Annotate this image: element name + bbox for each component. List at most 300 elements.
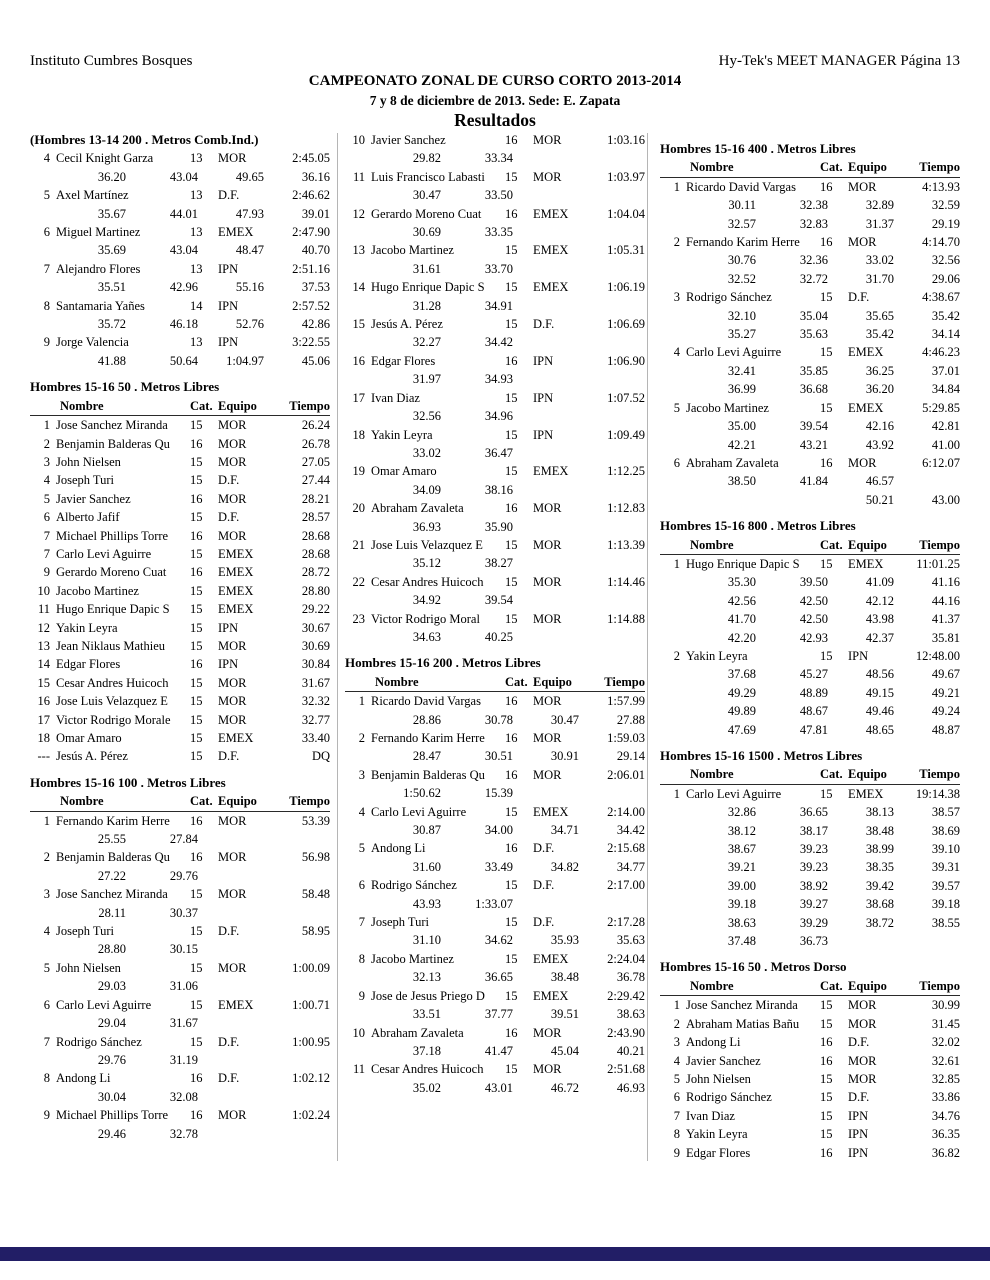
result-row bbox=[30, 490, 330, 508]
swimmer-name: Ivan Diaz bbox=[686, 1108, 735, 1123]
results-column-2 bbox=[345, 131, 645, 1097]
time-cell: 1:05.31 bbox=[607, 243, 645, 258]
time-cell: 28.68 bbox=[301, 546, 330, 561]
place-cell: 10 bbox=[352, 133, 365, 147]
splits-row bbox=[30, 867, 330, 885]
swimmer-name: Rodrigo Sánchez bbox=[371, 878, 457, 893]
split-value: 33.02 bbox=[865, 253, 894, 268]
splits-row bbox=[660, 196, 960, 214]
team-cell: MOR bbox=[218, 887, 247, 902]
split-value: 27.88 bbox=[616, 712, 645, 727]
split-value: 29.46 bbox=[97, 1126, 126, 1141]
team-cell: MOR bbox=[218, 151, 247, 166]
team-cell: MOR bbox=[533, 501, 562, 516]
result-row bbox=[660, 1033, 960, 1051]
splits-row bbox=[345, 223, 645, 241]
swimmer-name: Omar Amaro bbox=[56, 731, 122, 745]
split-value: 32.59 bbox=[931, 198, 960, 213]
category-cell: 16 bbox=[505, 133, 518, 147]
split-value bbox=[579, 223, 645, 241]
split-value bbox=[513, 333, 579, 351]
split-value: 30.37 bbox=[169, 905, 198, 920]
swimmer-name: Carlo Levi Aguirre bbox=[686, 345, 782, 360]
splits-row bbox=[660, 610, 960, 628]
team-cell: EMEX bbox=[218, 997, 254, 1012]
header-equipo: Equipo bbox=[848, 160, 887, 175]
event-section bbox=[30, 774, 330, 1143]
team-cell: MOR bbox=[848, 455, 877, 470]
splits-row bbox=[345, 784, 645, 802]
team-cell: MOR bbox=[848, 998, 877, 1013]
result-row bbox=[30, 1069, 330, 1087]
split-value: 15.39 bbox=[484, 786, 513, 801]
swimmer-name: Yakin Leyra bbox=[686, 1127, 748, 1142]
table-header-row bbox=[345, 673, 645, 692]
place-cell: 9 bbox=[673, 1145, 680, 1160]
team-cell: EMEX bbox=[218, 565, 254, 580]
team-cell: EMEX bbox=[533, 280, 569, 295]
event-title: (Hombres 13-14 200 . Metros Comb.Ind.) bbox=[30, 132, 259, 147]
split-value bbox=[579, 333, 645, 351]
splits-row bbox=[345, 821, 645, 839]
result-row bbox=[30, 186, 330, 204]
splits-row bbox=[345, 333, 645, 351]
split-value: 42.93 bbox=[799, 630, 828, 645]
place-cell: 15 bbox=[37, 675, 50, 690]
split-value: 35.00 bbox=[727, 419, 756, 434]
splits-row bbox=[30, 168, 330, 186]
place-cell: 22 bbox=[352, 574, 365, 589]
split-value bbox=[513, 591, 579, 609]
swimmer-name: Yakin Leyra bbox=[56, 620, 118, 635]
team-cell: D.F. bbox=[218, 510, 240, 525]
split-value: 34.93 bbox=[484, 372, 513, 387]
place-cell: 6 bbox=[358, 878, 365, 893]
split-value: 35.63 bbox=[799, 327, 828, 342]
swimmer-name: Hugo Enrique Dapic S bbox=[371, 280, 485, 295]
team-cell: IPN bbox=[218, 261, 239, 276]
split-value: 32.52 bbox=[727, 271, 756, 286]
time-cell: DQ bbox=[311, 749, 330, 764]
place-cell: 8 bbox=[358, 951, 365, 966]
split-value: 34.71 bbox=[550, 823, 579, 838]
team-cell: MOR bbox=[533, 767, 562, 782]
team-cell: D.F. bbox=[218, 1034, 240, 1049]
category-cell: 15 bbox=[190, 546, 203, 561]
team-cell: EMEX bbox=[218, 731, 254, 745]
split-value: 33.34 bbox=[484, 151, 513, 166]
split-value: 41.88 bbox=[97, 353, 126, 368]
header-cat: Cat. bbox=[820, 978, 843, 993]
category-cell: 15 bbox=[190, 583, 203, 598]
split-value: 32.86 bbox=[727, 805, 756, 820]
splits-row bbox=[30, 315, 330, 333]
split-value: 49.15 bbox=[865, 685, 894, 700]
time-cell: 28.80 bbox=[301, 583, 330, 598]
split-value: 37.18 bbox=[412, 1043, 441, 1058]
team-cell: D.F. bbox=[218, 1071, 240, 1086]
category-cell: 15 bbox=[505, 915, 518, 930]
result-row bbox=[345, 729, 645, 747]
swimmer-name: Michael Phillips Torre bbox=[56, 1108, 169, 1123]
event-section bbox=[660, 747, 960, 950]
place-cell: 19 bbox=[352, 464, 365, 479]
place-cell: 5 bbox=[43, 188, 50, 203]
time-cell: 1:06.69 bbox=[607, 317, 645, 332]
time-cell: 1:00.95 bbox=[292, 1034, 330, 1049]
splits-row bbox=[345, 149, 645, 167]
split-value: 39.21 bbox=[727, 860, 756, 875]
team-cell: MOR bbox=[533, 611, 562, 626]
time-cell: 2:06.01 bbox=[607, 767, 645, 782]
splits-row bbox=[345, 518, 645, 536]
category-cell: 13 bbox=[190, 188, 203, 203]
swimmer-name: Gerardo Moreno Cuat bbox=[371, 206, 482, 221]
split-value bbox=[513, 149, 579, 167]
swimmer-name: Jacobo Martinez bbox=[371, 951, 454, 966]
split-value: 33.50 bbox=[484, 188, 513, 203]
split-value: 30.76 bbox=[727, 253, 756, 268]
event-title: Hombres 15-16 1500 . Metros Libres bbox=[660, 748, 863, 763]
time-cell: 2:47.90 bbox=[292, 225, 330, 240]
split-value bbox=[264, 977, 330, 995]
split-value: 34.42 bbox=[484, 335, 513, 350]
team-cell: MOR bbox=[533, 1025, 562, 1040]
place-cell: 3 bbox=[43, 454, 50, 469]
place-cell: 17 bbox=[37, 712, 50, 727]
split-value bbox=[264, 1125, 330, 1143]
time-cell: 1:03.16 bbox=[607, 133, 645, 147]
swimmer-name: Jesús A. Pérez bbox=[371, 317, 443, 332]
time-cell: 58.95 bbox=[301, 924, 330, 939]
result-row bbox=[345, 1024, 645, 1042]
splits-row bbox=[660, 380, 960, 398]
time-cell: 4:46.23 bbox=[922, 345, 960, 360]
split-value: 32.08 bbox=[169, 1089, 198, 1104]
splits-row bbox=[30, 904, 330, 922]
category-cell: 15 bbox=[190, 675, 203, 690]
split-value: 35.65 bbox=[865, 308, 894, 323]
result-row bbox=[660, 1144, 960, 1162]
split-value: 33.51 bbox=[412, 1007, 441, 1022]
split-value: 32.56 bbox=[931, 253, 960, 268]
splits-row bbox=[660, 702, 960, 720]
category-cell: 13 bbox=[190, 261, 203, 276]
team-cell: D.F. bbox=[218, 924, 240, 939]
category-cell: 15 bbox=[190, 418, 203, 433]
team-cell: D.F. bbox=[533, 317, 555, 332]
splits-row bbox=[660, 629, 960, 647]
team-cell: D.F. bbox=[848, 1090, 870, 1105]
split-value: 38.16 bbox=[484, 482, 513, 497]
split-value: 35.69 bbox=[97, 243, 126, 258]
split-value: 49.65 bbox=[235, 169, 264, 184]
splits-row bbox=[345, 481, 645, 499]
swimmer-name: Carlo Levi Aguirre bbox=[56, 997, 152, 1012]
result-row bbox=[660, 1015, 960, 1033]
split-value bbox=[513, 895, 579, 913]
split-value: 36.73 bbox=[799, 934, 828, 949]
split-value: 38.50 bbox=[727, 474, 756, 489]
time-cell: 1:03.97 bbox=[607, 169, 645, 184]
split-value: 34.09 bbox=[412, 482, 441, 497]
split-value: 39.29 bbox=[799, 915, 828, 930]
team-cell: IPN bbox=[533, 427, 554, 442]
split-value: 42.16 bbox=[865, 419, 894, 434]
split-value: 38.27 bbox=[484, 556, 513, 571]
split-value bbox=[513, 260, 579, 278]
split-value: 33.70 bbox=[484, 261, 513, 276]
header-nombre: Nombre bbox=[690, 160, 734, 175]
category-cell: 15 bbox=[505, 611, 518, 626]
time-cell: 1:07.52 bbox=[607, 390, 645, 405]
result-row bbox=[30, 600, 330, 618]
splits-row bbox=[660, 436, 960, 454]
result-row bbox=[30, 260, 330, 278]
swimmer-name: Edgar Flores bbox=[371, 353, 436, 368]
category-cell: 15 bbox=[820, 1127, 833, 1142]
split-value: 39.27 bbox=[799, 897, 828, 912]
split-value bbox=[198, 830, 264, 848]
split-value: 45.06 bbox=[301, 353, 330, 368]
category-cell: 15 bbox=[190, 454, 203, 469]
swimmer-name: Abraham Zavaleta bbox=[371, 501, 464, 516]
result-row bbox=[660, 1052, 960, 1070]
category-cell: 15 bbox=[820, 556, 833, 571]
time-cell: 29.22 bbox=[301, 602, 330, 617]
result-row bbox=[660, 343, 960, 361]
split-value: 35.93 bbox=[550, 933, 579, 948]
split-value bbox=[264, 1014, 330, 1032]
split-value: 30.04 bbox=[97, 1089, 126, 1104]
result-row bbox=[345, 876, 645, 894]
split-value: 41.37 bbox=[931, 612, 960, 627]
swimmer-name: Javier Sanchez bbox=[686, 1053, 761, 1068]
split-value: 31.61 bbox=[412, 261, 441, 276]
category-cell: 15 bbox=[505, 390, 518, 405]
place-cell: 6 bbox=[673, 455, 680, 470]
split-value: 41.09 bbox=[865, 575, 894, 590]
event-title: Hombres 15-16 50 . Metros Dorso bbox=[660, 959, 847, 975]
split-value: 38.63 bbox=[727, 915, 756, 930]
place-cell: 6 bbox=[43, 510, 50, 525]
split-value: 37.68 bbox=[727, 667, 756, 682]
column-divider-left bbox=[337, 133, 338, 1161]
header-cat: Cat. bbox=[190, 794, 213, 809]
category-cell: 16 bbox=[505, 767, 518, 782]
time-cell: 2:14.00 bbox=[607, 804, 645, 819]
result-row bbox=[345, 610, 645, 628]
splits-row bbox=[660, 472, 960, 490]
split-value: 48.56 bbox=[865, 667, 894, 682]
place-cell: 15 bbox=[352, 317, 365, 332]
split-value: 40.25 bbox=[484, 629, 513, 644]
split-value bbox=[579, 481, 645, 499]
time-cell: 2:17.28 bbox=[607, 915, 645, 930]
team-cell: MOR bbox=[218, 436, 247, 451]
split-value bbox=[198, 1051, 264, 1069]
header-nombre: Nombre bbox=[60, 794, 104, 809]
place-cell: 11 bbox=[352, 169, 365, 184]
split-value: 38.69 bbox=[931, 823, 960, 838]
team-cell: D.F. bbox=[218, 188, 240, 203]
split-value: 32.13 bbox=[412, 970, 441, 985]
result-row bbox=[660, 1107, 960, 1125]
split-value: 36.78 bbox=[616, 970, 645, 985]
header-cat: Cat. bbox=[820, 767, 843, 782]
swimmer-name: Benjamin Balderas Qu bbox=[371, 767, 485, 782]
split-value: 29.76 bbox=[169, 868, 198, 883]
swimmer-name: Carlo Levi Aguirre bbox=[56, 546, 152, 561]
place-cell: 16 bbox=[37, 694, 50, 709]
place-cell: 6 bbox=[43, 997, 50, 1012]
team-cell: MOR bbox=[218, 850, 247, 865]
split-value: 34.77 bbox=[616, 859, 645, 874]
time-cell: 2:29.42 bbox=[607, 988, 645, 1003]
split-value: 49.67 bbox=[931, 667, 960, 682]
category-cell: 16 bbox=[505, 501, 518, 516]
table-header-row bbox=[30, 792, 330, 811]
category-cell: 15 bbox=[190, 620, 203, 635]
swimmer-name: Jean Niklaus Mathieu bbox=[56, 638, 166, 653]
result-row bbox=[30, 149, 330, 167]
split-value: 27.84 bbox=[169, 832, 198, 847]
category-cell: 13 bbox=[190, 335, 203, 350]
header-equipo: Equipo bbox=[533, 674, 572, 689]
result-row bbox=[30, 508, 330, 526]
splits-row bbox=[30, 1014, 330, 1032]
splits-row bbox=[30, 1051, 330, 1069]
splits-row bbox=[660, 270, 960, 288]
header-cat: Cat. bbox=[190, 398, 213, 413]
event-section bbox=[660, 140, 960, 509]
event-section bbox=[30, 378, 330, 766]
time-cell: 31.45 bbox=[931, 1016, 960, 1031]
team-cell: IPN bbox=[848, 1127, 869, 1142]
swimmer-name: Andong Li bbox=[686, 1035, 741, 1050]
split-value: 32.38 bbox=[799, 198, 828, 213]
split-value: 29.06 bbox=[931, 271, 960, 286]
category-cell: 16 bbox=[190, 528, 203, 543]
splits-row bbox=[345, 968, 645, 986]
category-cell: 16 bbox=[190, 657, 203, 672]
swimmer-name: Gerardo Moreno Cuat bbox=[56, 565, 167, 580]
split-value: 39.31 bbox=[931, 860, 960, 875]
header-tiempo: Tiempo bbox=[919, 160, 960, 175]
split-value: 40.70 bbox=[301, 243, 330, 258]
split-value: 35.02 bbox=[412, 1080, 441, 1095]
result-row bbox=[345, 573, 645, 591]
place-cell: 4 bbox=[673, 1053, 680, 1068]
event-title: Hombres 15-16 200 . Metros Libres bbox=[345, 655, 541, 671]
split-value: 29.76 bbox=[97, 1052, 126, 1067]
split-value bbox=[579, 407, 645, 425]
result-row bbox=[345, 168, 645, 186]
place-cell: 17 bbox=[352, 390, 365, 405]
split-value bbox=[579, 591, 645, 609]
time-cell: 32.32 bbox=[301, 694, 330, 709]
place-cell: 12 bbox=[352, 206, 365, 221]
footer-bar bbox=[0, 1247, 990, 1261]
category-cell: 15 bbox=[505, 988, 518, 1003]
result-row bbox=[30, 619, 330, 637]
splits-row bbox=[30, 278, 330, 296]
category-cell: 16 bbox=[505, 731, 518, 745]
time-cell: 2:17.00 bbox=[607, 878, 645, 893]
category-cell: 16 bbox=[820, 1145, 833, 1160]
time-cell: 56.98 bbox=[301, 850, 330, 865]
header-nombre: Nombre bbox=[690, 537, 734, 552]
team-cell: IPN bbox=[218, 620, 239, 635]
team-cell: MOR bbox=[533, 169, 562, 184]
result-row bbox=[30, 1106, 330, 1124]
result-row bbox=[30, 527, 330, 545]
split-value: 25.55 bbox=[97, 832, 126, 847]
time-cell: 2:24.04 bbox=[607, 951, 645, 966]
split-value: 36.47 bbox=[484, 445, 513, 460]
time-cell: 1:04.04 bbox=[607, 206, 645, 221]
split-value: 30.11 bbox=[728, 198, 756, 213]
team-cell: MOR bbox=[848, 179, 877, 194]
splits-row bbox=[345, 260, 645, 278]
split-value: 42.20 bbox=[727, 630, 756, 645]
splits-row bbox=[660, 573, 960, 591]
split-value: 43.92 bbox=[865, 437, 894, 452]
swimmer-name: John Nielsen bbox=[56, 454, 121, 469]
split-value: 42.96 bbox=[169, 280, 198, 295]
event-section bbox=[30, 131, 330, 370]
team-cell: MOR bbox=[218, 960, 247, 975]
split-value: 43.21 bbox=[799, 437, 828, 452]
split-value: 35.85 bbox=[799, 363, 828, 378]
result-row bbox=[30, 996, 330, 1014]
time-cell: 33.86 bbox=[931, 1090, 960, 1105]
swimmer-name: Abraham Zavaleta bbox=[686, 455, 779, 470]
place-cell: 13 bbox=[37, 638, 50, 653]
category-cell: 15 bbox=[190, 510, 203, 525]
swimmer-name: Michael Phillips Torre bbox=[56, 528, 169, 543]
split-value: 36.25 bbox=[865, 363, 894, 378]
split-value: 28.86 bbox=[412, 712, 441, 727]
time-cell: 28.72 bbox=[301, 565, 330, 580]
time-cell: 34.76 bbox=[931, 1108, 960, 1123]
category-cell: 16 bbox=[190, 813, 203, 828]
splits-row bbox=[30, 205, 330, 223]
split-value bbox=[579, 444, 645, 462]
result-row bbox=[30, 223, 330, 241]
split-value: 31.10 bbox=[412, 933, 441, 948]
category-cell: 16 bbox=[505, 353, 518, 368]
time-cell: 1:02.24 bbox=[292, 1108, 330, 1123]
split-value bbox=[828, 932, 894, 950]
splits-row bbox=[660, 491, 960, 509]
split-value bbox=[579, 149, 645, 167]
time-cell: 19:14.38 bbox=[915, 786, 960, 801]
team-cell: IPN bbox=[218, 335, 239, 350]
split-value: 39.57 bbox=[931, 878, 960, 893]
split-value: 35.63 bbox=[616, 933, 645, 948]
split-value: 37.01 bbox=[931, 363, 960, 378]
split-value: 49.89 bbox=[727, 704, 756, 719]
category-cell: 16 bbox=[505, 206, 518, 221]
result-row bbox=[30, 1033, 330, 1051]
time-cell: 2:46.62 bbox=[292, 188, 330, 203]
split-value: 28.47 bbox=[412, 749, 441, 764]
swimmer-name: Jose Luis Velazquez E bbox=[56, 694, 168, 709]
category-cell: 15 bbox=[190, 638, 203, 653]
time-cell: 32.85 bbox=[931, 1071, 960, 1086]
place-cell: 7 bbox=[673, 1108, 680, 1123]
